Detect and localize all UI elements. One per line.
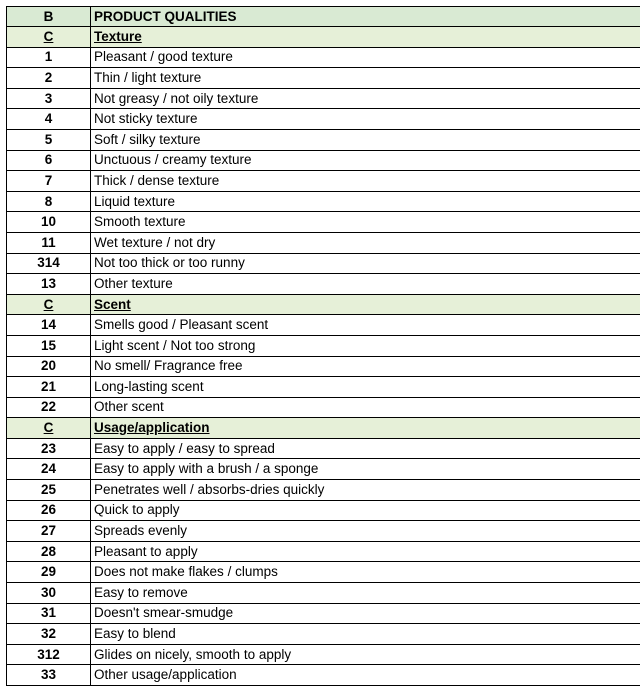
label-cell: Liquid texture bbox=[91, 191, 640, 212]
table-row bbox=[7, 253, 640, 274]
label-cell: Glides on nicely, smooth to apply bbox=[91, 644, 640, 665]
code-cell: 4 bbox=[7, 109, 91, 130]
section-row bbox=[7, 294, 640, 315]
code-cell: 22 bbox=[7, 397, 91, 418]
table-row bbox=[7, 274, 640, 295]
table-row bbox=[7, 500, 640, 521]
section-title-cell: Texture bbox=[91, 27, 640, 48]
label-cell: Not greasy / not oily texture bbox=[91, 88, 640, 109]
table-row bbox=[7, 88, 640, 109]
code-cell: 5 bbox=[7, 129, 91, 150]
code-cell: 3 bbox=[7, 88, 91, 109]
code-cell: 28 bbox=[7, 541, 91, 562]
code-cell: 29 bbox=[7, 562, 91, 583]
label-cell: Soft / silky texture bbox=[91, 129, 640, 150]
label-cell: Thick / dense texture bbox=[91, 171, 640, 192]
code-cell: 27 bbox=[7, 521, 91, 542]
label-cell: Spreads evenly bbox=[91, 521, 640, 542]
table-row bbox=[7, 603, 640, 624]
table-row bbox=[7, 47, 640, 68]
label-cell: Easy to blend bbox=[91, 624, 640, 645]
label-cell: Light scent / Not too strong bbox=[91, 335, 640, 356]
code-cell: 20 bbox=[7, 356, 91, 377]
label-cell: Does not make flakes / clumps bbox=[91, 562, 640, 583]
section-row bbox=[7, 27, 640, 48]
table-row bbox=[7, 644, 640, 665]
code-cell: 31 bbox=[7, 603, 91, 624]
product-qualities-table bbox=[6, 6, 640, 686]
table-row bbox=[7, 315, 640, 336]
table-row bbox=[7, 335, 640, 356]
label-cell: Not too thick or too runny bbox=[91, 253, 640, 274]
label-cell: Penetrates well / absorbs-dries quickly bbox=[91, 480, 640, 501]
label-cell: Quick to apply bbox=[91, 500, 640, 521]
label-cell: Other scent bbox=[91, 397, 640, 418]
table-row bbox=[7, 562, 640, 583]
code-cell: 312 bbox=[7, 644, 91, 665]
label-cell: Long-lasting scent bbox=[91, 377, 640, 398]
code-cell: 23 bbox=[7, 438, 91, 459]
table-row bbox=[7, 583, 640, 604]
label-cell: No smell/ Fragrance free bbox=[91, 356, 640, 377]
section-code-cell: C bbox=[7, 27, 91, 48]
table-row bbox=[7, 438, 640, 459]
section-title-cell: Scent bbox=[91, 294, 640, 315]
code-cell: 13 bbox=[7, 274, 91, 295]
table-row bbox=[7, 191, 640, 212]
section-title-cell: Usage/application bbox=[91, 418, 640, 439]
table-row bbox=[7, 397, 640, 418]
label-cell: Other usage/application bbox=[91, 665, 640, 686]
label-cell: Smooth texture bbox=[91, 212, 640, 233]
section-row bbox=[7, 418, 640, 439]
label-cell: Easy to remove bbox=[91, 583, 640, 604]
label-cell: Easy to apply / easy to spread bbox=[91, 438, 640, 459]
table-row bbox=[7, 665, 640, 686]
table-row bbox=[7, 68, 640, 89]
table-row bbox=[7, 480, 640, 501]
code-cell: 7 bbox=[7, 171, 91, 192]
label-cell: Unctuous / creamy texture bbox=[91, 150, 640, 171]
header-label-cell: PRODUCT QUALITIES bbox=[91, 7, 640, 27]
label-cell: Easy to apply with a brush / a sponge bbox=[91, 459, 640, 480]
label-cell: Doesn't smear-smudge bbox=[91, 603, 640, 624]
label-cell: Smells good / Pleasant scent bbox=[91, 315, 640, 336]
table-row bbox=[7, 212, 640, 233]
table-row bbox=[7, 459, 640, 480]
label-cell: Not sticky texture bbox=[91, 109, 640, 130]
table-row bbox=[7, 129, 640, 150]
code-cell: 14 bbox=[7, 315, 91, 336]
code-cell: 6 bbox=[7, 150, 91, 171]
table-row bbox=[7, 109, 640, 130]
label-cell: Thin / light texture bbox=[91, 68, 640, 89]
code-cell: 15 bbox=[7, 335, 91, 356]
header-code-cell: B bbox=[7, 7, 91, 27]
table-row bbox=[7, 356, 640, 377]
code-cell: 25 bbox=[7, 480, 91, 501]
section-code-cell: C bbox=[7, 418, 91, 439]
label-cell: Pleasant to apply bbox=[91, 541, 640, 562]
label-cell: Pleasant / good texture bbox=[91, 47, 640, 68]
code-cell: 30 bbox=[7, 583, 91, 604]
code-cell: 2 bbox=[7, 68, 91, 89]
table-row bbox=[7, 521, 640, 542]
code-cell: 33 bbox=[7, 665, 91, 686]
table-row bbox=[7, 624, 640, 645]
table-row bbox=[7, 150, 640, 171]
code-cell: 1 bbox=[7, 47, 91, 68]
label-cell: Wet texture / not dry bbox=[91, 232, 640, 253]
code-cell: 21 bbox=[7, 377, 91, 398]
code-cell: 24 bbox=[7, 459, 91, 480]
code-cell: 10 bbox=[7, 212, 91, 233]
section-code-cell: C bbox=[7, 294, 91, 315]
table-row bbox=[7, 541, 640, 562]
table-row bbox=[7, 377, 640, 398]
code-cell: 8 bbox=[7, 191, 91, 212]
code-cell: 314 bbox=[7, 253, 91, 274]
code-cell: 26 bbox=[7, 500, 91, 521]
code-cell: 11 bbox=[7, 232, 91, 253]
table-row bbox=[7, 171, 640, 192]
header-row bbox=[7, 7, 640, 27]
table-row bbox=[7, 232, 640, 253]
label-cell: Other texture bbox=[91, 274, 640, 295]
table-body bbox=[7, 7, 640, 686]
code-cell: 32 bbox=[7, 624, 91, 645]
